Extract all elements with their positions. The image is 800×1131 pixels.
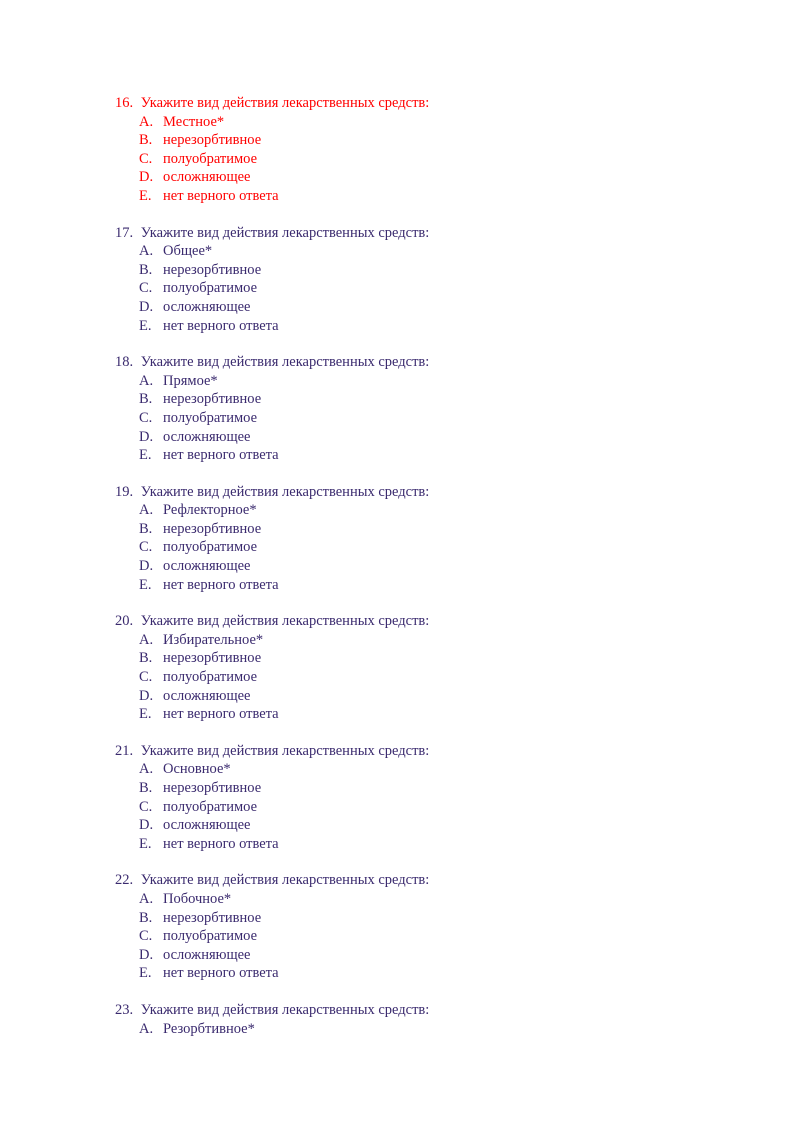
option-text: осложняющее [163, 946, 251, 963]
answer-option [115, 705, 755, 724]
question-text: Укажите вид действия лекарственных средств: [140, 872, 430, 889]
answer-option [115, 1020, 755, 1039]
option-text: Прямое* [163, 372, 218, 389]
option-text: полуобратимое [163, 150, 258, 167]
answer-option [115, 760, 755, 779]
question-line [115, 612, 755, 631]
answer-option [115, 261, 755, 280]
option-text: нерезорбтивное [163, 261, 262, 278]
option-letter: C. [139, 798, 153, 815]
answer-options [115, 372, 755, 465]
answer-option [115, 168, 755, 187]
answer-option [115, 113, 755, 132]
answer-option [115, 668, 755, 687]
answer-option [115, 372, 755, 391]
option-text: осложняющее [163, 687, 251, 704]
option-letter: E. [139, 187, 152, 204]
answer-options [115, 760, 755, 853]
question-line [115, 871, 755, 890]
question-number: 16. [115, 95, 134, 111]
answer-option [115, 520, 755, 539]
option-text: нерезорбтивное [163, 391, 262, 408]
answer-option [115, 279, 755, 298]
answer-option [115, 390, 755, 409]
answer-option [115, 927, 755, 946]
question-list [115, 94, 755, 1056]
question-number: 17. [115, 224, 134, 241]
option-text: нерезорбтивное [163, 780, 262, 796]
answer-options [115, 890, 755, 983]
option-letter: A. [139, 890, 154, 907]
option-text: нет верного ответа [163, 317, 279, 334]
answer-option [115, 557, 755, 576]
option-letter: A. [139, 502, 154, 519]
question-line [115, 1001, 755, 1020]
option-letter: C. [139, 409, 153, 426]
option-letter: C. [139, 150, 153, 167]
answer-option [115, 242, 755, 261]
option-letter: E. [139, 835, 152, 852]
option-text: нет верного ответа [163, 576, 279, 593]
option-letter: A. [139, 113, 154, 130]
answer-option [115, 150, 755, 169]
answer-option [115, 538, 755, 557]
question-number: 21. [115, 742, 134, 759]
option-letter: A. [139, 372, 154, 389]
question-item [115, 742, 755, 854]
option-letter: D. [139, 687, 154, 704]
answer-option [115, 909, 755, 928]
question-number: 19. [115, 483, 134, 500]
option-letter: A. [139, 631, 154, 648]
answer-options [115, 242, 755, 335]
question-text: Укажите вид действия лекарственных средств: [140, 354, 430, 371]
option-text: Резорбтивное* [163, 1020, 255, 1037]
question-item [115, 94, 755, 206]
question-item [115, 871, 755, 983]
option-text: полуобратимое [163, 669, 258, 686]
option-text: осложняющее [163, 298, 251, 315]
answer-options [115, 113, 755, 206]
option-text: Рефлекторное* [163, 502, 257, 519]
option-text: осложняющее [163, 558, 251, 575]
option-letter: C. [139, 539, 153, 556]
option-text: полуобратимое [163, 280, 258, 297]
option-text: нет верного ответа [163, 706, 279, 723]
question-text: Укажите вид действия лекарственных средств: [140, 1001, 430, 1018]
answer-option [115, 428, 755, 447]
answer-option [115, 131, 755, 150]
option-letter: B. [139, 391, 153, 408]
answer-option [115, 446, 755, 465]
option-text: нет верного ответа [163, 835, 279, 852]
question-text: Укажите вид действия лекарственных средств: [140, 224, 430, 241]
answer-option [115, 946, 755, 965]
question-line [115, 353, 755, 372]
option-text: осложняющее [163, 817, 251, 834]
question-item [115, 224, 755, 336]
question-number: 22. [115, 872, 134, 889]
answer-option [115, 501, 755, 520]
option-text: нерезорбтивное [163, 520, 262, 537]
option-text: осложняющее [163, 169, 251, 186]
option-letter: A. [139, 243, 154, 260]
answer-option [115, 631, 755, 650]
option-letter: D. [139, 558, 154, 575]
option-letter: B. [139, 261, 153, 278]
question-text: Укажите вид действия лекарственных средств: [140, 742, 430, 759]
answer-option [115, 687, 755, 706]
option-text: полуобратимое [163, 409, 258, 426]
option-text: Местное* [163, 113, 225, 130]
answer-option [115, 890, 755, 909]
question-item [115, 353, 755, 465]
option-letter: E. [139, 447, 152, 464]
answer-option [115, 964, 755, 983]
answer-option [115, 816, 755, 835]
option-letter: B. [139, 650, 153, 667]
option-letter: A. [139, 1020, 154, 1037]
question-line [115, 742, 755, 761]
question-text: Укажите вид действия лекарственных средств: [140, 95, 430, 111]
question-item [115, 612, 755, 724]
option-text: Избирательное* [163, 631, 264, 648]
option-letter: E. [139, 965, 152, 982]
answer-option [115, 798, 755, 817]
option-text: Основное* [163, 761, 231, 778]
question-line [115, 224, 755, 243]
answer-option [115, 298, 755, 317]
question-number: 18. [115, 354, 134, 371]
answer-option [115, 835, 755, 854]
option-text: Побочное* [163, 890, 232, 907]
option-letter: C. [139, 280, 153, 297]
answer-option [115, 317, 755, 336]
option-text: Общее* [163, 243, 213, 260]
option-text: нерезорбтивное [163, 650, 262, 667]
option-letter: D. [139, 817, 154, 834]
option-text: нерезорбтивное [163, 909, 262, 926]
answer-option [115, 779, 755, 798]
question-line [115, 94, 755, 113]
option-letter: D. [139, 428, 154, 445]
option-letter: B. [139, 780, 153, 796]
answer-options [115, 1020, 755, 1039]
answer-option [115, 409, 755, 428]
option-letter: A. [139, 761, 154, 778]
option-text: нет верного ответа [163, 447, 279, 464]
question-number: 20. [115, 613, 134, 630]
option-text: осложняющее [163, 428, 251, 445]
question-item [115, 483, 755, 595]
option-text: нерезорбтивное [163, 132, 262, 149]
option-text: нет верного ответа [163, 187, 279, 204]
option-text: полуобратимое [163, 928, 258, 945]
answer-option [115, 576, 755, 595]
option-letter: D. [139, 298, 154, 315]
question-line [115, 483, 755, 502]
question-text: Укажите вид действия лекарственных средств: [140, 483, 430, 500]
option-letter: E. [139, 317, 152, 334]
question-item [115, 1001, 755, 1038]
answer-option [115, 187, 755, 206]
option-letter: B. [139, 132, 153, 149]
answer-option [115, 649, 755, 668]
option-letter: B. [139, 909, 153, 926]
question-number: 23. [115, 1001, 134, 1018]
option-text: нет верного ответа [163, 965, 279, 982]
option-letter: E. [139, 576, 152, 593]
answer-options [115, 631, 755, 724]
option-letter: D. [139, 946, 154, 963]
option-letter: D. [139, 169, 154, 186]
option-letter: C. [139, 669, 153, 686]
option-text: полуобратимое [163, 798, 258, 815]
option-text: полуобратимое [163, 539, 258, 556]
option-letter: E. [139, 706, 152, 723]
question-text: Укажите вид действия лекарственных средств: [140, 613, 430, 630]
answer-options [115, 501, 755, 594]
option-letter: B. [139, 520, 153, 537]
option-letter: C. [139, 928, 153, 945]
